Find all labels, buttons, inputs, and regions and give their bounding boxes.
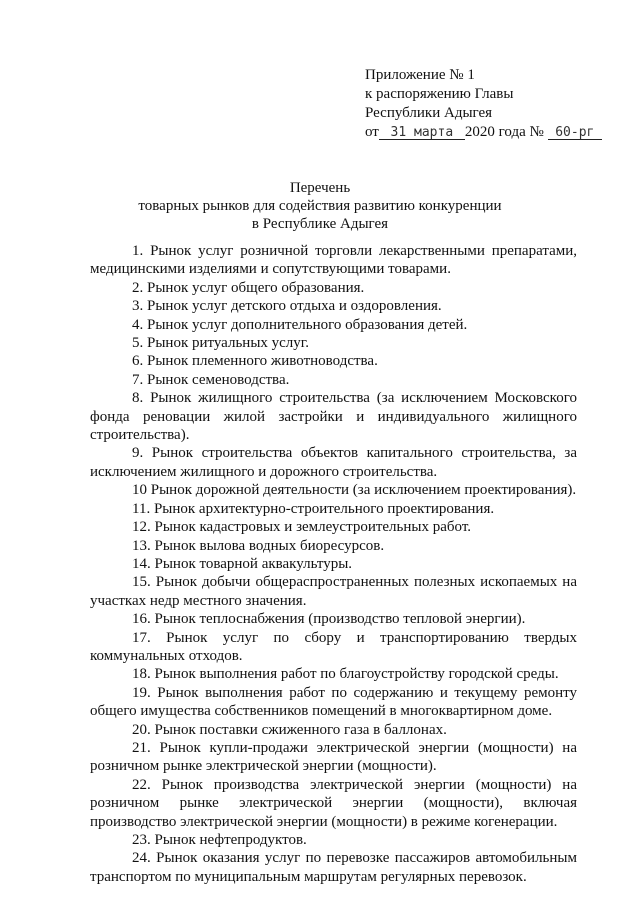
list-item: 4. Рынок услуг дополнительного образования детей. [132, 316, 468, 333]
list-item: 3. Рынок услуг детского отдыха и оздоровления. [132, 298, 442, 315]
list-item: 2. Рынок услуг общего образования. [132, 279, 365, 296]
list-item: 12. Рынок кадастровых и землеустроительных работ. [132, 519, 472, 536]
list-item: 1. Рынок услуг розничной торговли лекарственными препаратами, медицинскими изделиями и сопутствующими товарами. [90, 243, 577, 278]
list-item: 24. Рынок оказания услуг по перевозке пассажиров автомобильным транспортом по муниципальным маршрутам регулярных перевозок. [90, 850, 577, 885]
annex-title: Приложение № 1 [365, 67, 475, 83]
list-item: 18. Рынок выполнения работ по благоустройству городской среды. [132, 666, 559, 683]
list-item: 23. Рынок нефтепродуктов. [132, 832, 307, 848]
document-heading [0, 179, 640, 233]
annex-reference: к распоряжению Главы [365, 86, 514, 102]
markets-list [90, 242, 577, 886]
list-item: 14. Рынок товарной аквакультуры. [132, 555, 353, 572]
list-item: 11. Рынок архитектурно-строительного проектирования. [132, 500, 495, 517]
list-item: 21. Рынок купли-продажи электрической энергии (мощности) на розничном рынке электрической энергии (мощности). [90, 739, 577, 775]
list-item: 6. Рынок племенного животноводства. [132, 353, 378, 370]
list-item: 20. Рынок поставки сжиженного газа в баллонах. [132, 721, 447, 738]
list-item: 5. Рынок ритуальных услуг. [132, 335, 309, 352]
list-item: 9. Рынок строительства объектов капитального строительства, за исключением жилищного и дорожного строительства. [90, 445, 577, 480]
date-year: 2020 года № [464, 124, 544, 140]
annex-authority: Республики Адыгея [365, 105, 493, 121]
list-item: 17. Рынок услуг по сбору и транспортированию твердых коммунальных отходов. [90, 629, 577, 664]
handwritten-number: 60-рг [548, 123, 602, 142]
list-item: 8. Рынок жилищного строительства (за исключением Московского фонда реновации жилой застройки и индивидуального жилищного строительства). [90, 390, 577, 444]
list-item: 10 Рынок дорожной деятельности (за исключением проектирования). [132, 482, 577, 499]
heading-subtitle: товарных рынков для содействия развитию конкуренции [138, 198, 502, 214]
annex-block [365, 66, 602, 142]
list-item: 7. Рынок семеноводства. [132, 371, 290, 388]
heading-region: в Республике Адыгея [251, 216, 389, 232]
list-item: 19. Рынок выполнения работ по содержанию и текущему ремонту общего имущества собственников помещений в многоквартирном доме. [90, 684, 577, 720]
list-item: 15. Рынок добычи общераспространенных полезных ископаемых на участках недр местного значения. [90, 574, 577, 609]
list-item: 13. Рынок вылова водных биоресурсов. [132, 537, 385, 554]
date-prefix: от [365, 124, 379, 140]
annex-date-line [365, 123, 602, 142]
heading-title: Перечень [289, 180, 351, 196]
list-item: 16. Рынок теплоснабжения (производство тепловой энергии). [132, 611, 526, 628]
list-item: 22. Рынок производства электрической энергии (мощности) на розничном рынке электрической энергии (мощности), включая производство электрической энергии (мощности) в режиме когенерации. [90, 776, 577, 830]
handwritten-date: 31 марта [379, 123, 465, 142]
